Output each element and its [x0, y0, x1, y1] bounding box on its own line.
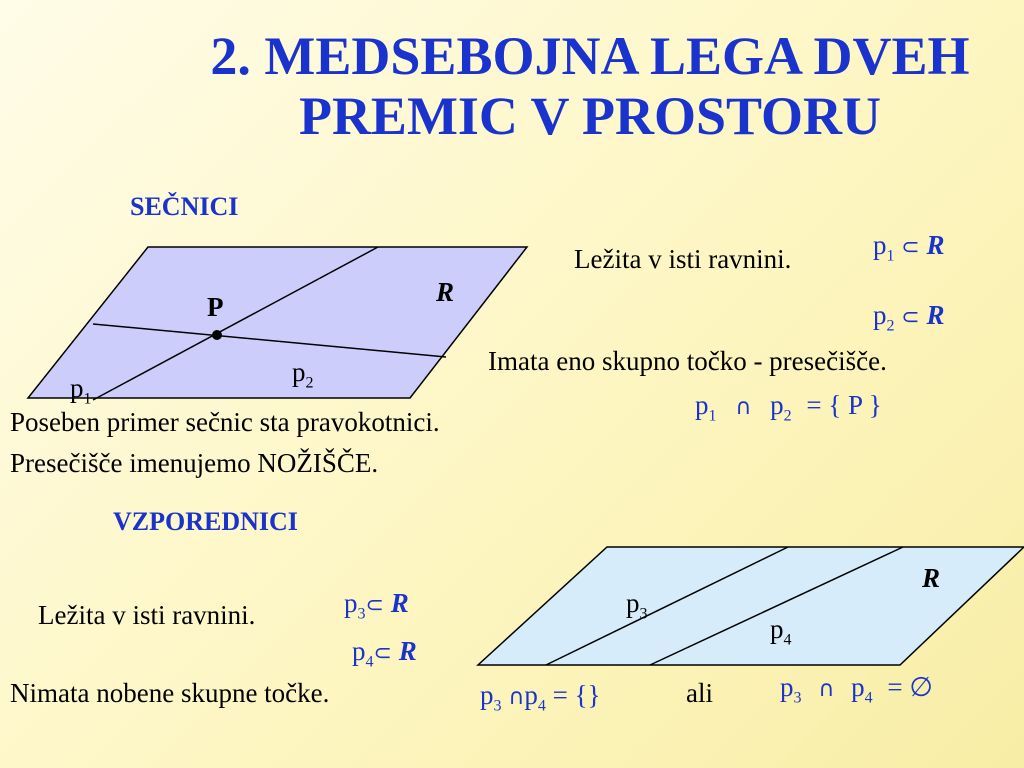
heading-secnici: SEČNICI	[130, 192, 239, 221]
label-p3: $p_3$	[626, 588, 648, 623]
label-p1: $p_1$	[70, 373, 92, 408]
formula-p4-subset-r: $p_4\subset$ R	[352, 636, 417, 671]
text-ali: ali	[686, 678, 713, 708]
formula-p1-subset-r: $p_1$ ⊂ R	[873, 230, 945, 265]
label-p2: $p_2$	[292, 357, 314, 392]
title-line-2: PREMIC V PROSTORU	[298, 86, 882, 146]
text-special-case: Poseben primer sečnic sta pravokotnici.	[10, 407, 440, 437]
formula-p3-cap-p4-empty: $p_3$ $\cap p_4$ = {}	[480, 680, 601, 715]
text-no-common-point: Nimata nobene skupne točke.	[10, 678, 330, 708]
title-line-1: 2. MEDSEBOJNA LEGA DVEH	[210, 26, 970, 86]
label-p4: $p_4$	[770, 614, 792, 649]
text-nozisce: Presečišče imenujemo NOŽIŠČE.	[10, 448, 379, 478]
text-vzporednici-same-plane: Ležita v isti ravnini.	[38, 600, 256, 630]
point-label-p: P	[207, 292, 224, 322]
formula-p3-subset-r: $p_3\subset$ R	[344, 588, 409, 623]
text-secnici-same-plane: Ležita v isti ravnini.	[574, 244, 792, 274]
formula-p1-cap-p2: $p_1$ ∩ $p_2$ = { P }	[695, 390, 882, 425]
plane-label-r-1: R	[436, 277, 455, 307]
formula-p2-subset-r: $p_2$ ⊂ R	[873, 300, 945, 335]
plane-r-secnici	[28, 247, 527, 398]
text-common-point: Imata eno skupno točko - presečišče.	[488, 346, 887, 376]
heading-vzporednici: VZPOREDNICI	[113, 507, 298, 536]
plane-label-r-2: R	[922, 563, 941, 593]
formula-p3-cap-p4-emptyset: $p_3$ ∩ $p_4$ = ∅	[780, 672, 933, 707]
intersection-point	[212, 330, 222, 340]
